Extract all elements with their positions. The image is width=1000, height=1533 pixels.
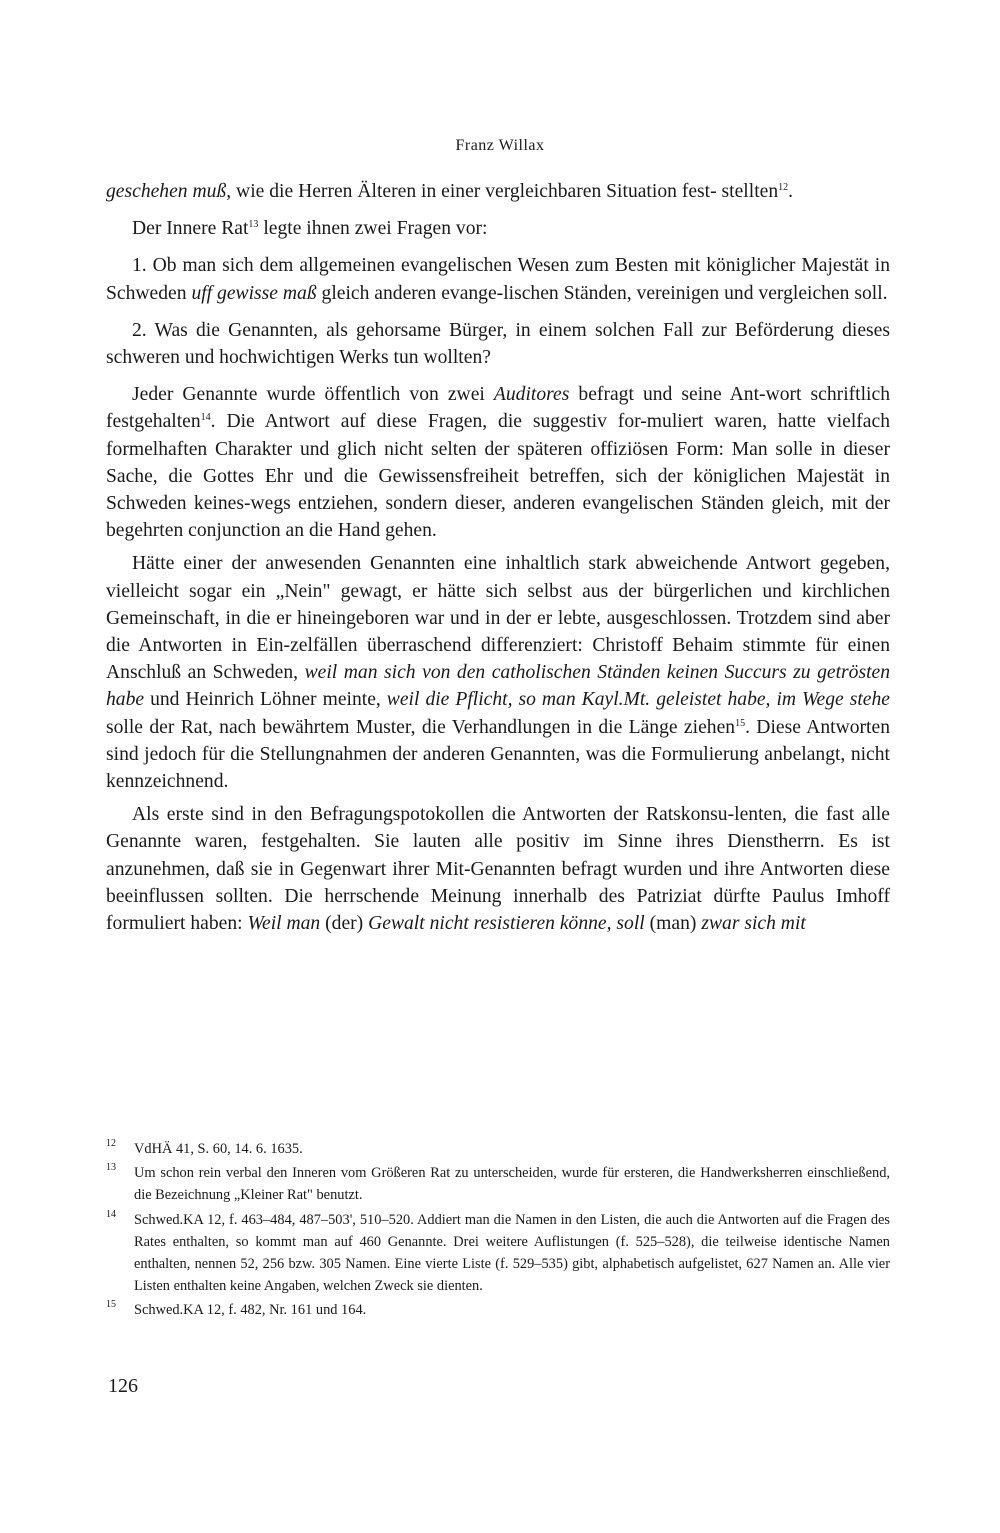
italic-phrase: geschehen muß	[106, 181, 227, 202]
text-span: Jeder Genannte wurde öffentlich von zwei	[132, 384, 494, 406]
text-span: gleich anderen evange-	[316, 282, 504, 304]
text-span: (der)	[320, 913, 369, 935]
body-text	[106, 178, 890, 943]
footnote-15	[106, 1299, 890, 1321]
text-span: muliert waren, hatte vielfach formelhaften Charakter und glich nicht selten der späteren offiziösen Form: Man solle in dieser Sache, die Gottes Ehr und die Gewissensfreiheit betreffen, sich der königlichen Majestät in Schweden keines-	[106, 411, 890, 515]
text-span: . Diese Antworten sind jedoch für die Stellungnahmen der anderen Genannten, was die Formulierung anbelangt, nicht kennzeichnend.	[106, 716, 890, 793]
text-span: , wie die Herren Älteren in einer vergleichbaren Situation fest-	[226, 181, 717, 202]
text-span: und Heinrich Löhner meinte,	[144, 689, 387, 711]
italic-phrase: uff gewisse maß	[191, 282, 317, 304]
text-span: stellten	[721, 181, 779, 202]
text-span: . Die Antwort auf diese Fragen, die suggestiv for-	[210, 411, 647, 433]
footnote-number: 13	[106, 1162, 116, 1174]
text-span: Der Innere Rat	[132, 218, 249, 240]
text-span: wegs entziehen, sondern dieser, anderen evangelischen Ständen gleich, mit der begehrten conjunction an die Hand gehen.	[106, 493, 890, 542]
text-span: 2. Was die Genannten, als gehorsame Bürger, in einem solchen Fall zur Beförderung dieses schweren und hochwichtigen Werks tun wollten?	[106, 319, 890, 369]
text-span: befragt und seine Ant-	[569, 384, 766, 406]
text-span: legte ihnen zwei Fragen vor:	[258, 218, 488, 240]
footnote-text: Schwed.KA 12, f. 482, Nr. 161 und 164.	[134, 1302, 367, 1319]
paragraph-4	[106, 317, 890, 371]
running-head: Franz Willax	[455, 137, 545, 154]
italic-phrase: zwar sich mit	[701, 913, 806, 935]
footnote-ref-14[interactable]: 14	[200, 412, 211, 424]
text-span: Genannten befragt wurden und ihre Antworten diese beeinflussen sollten. Die herrschende Meinung innerhalb des Patriziat dürfte Paulus Imhoff formuliert haben:	[106, 858, 890, 935]
paragraph-6	[106, 550, 890, 795]
italic-phrase: weil die Pflicht, so man Kayl.Mt. geleistet habe, im Wege stehe	[386, 689, 890, 711]
footnote-number: 14	[106, 1208, 116, 1220]
text-span: Als erste sind in den Befragungspotokollen die Antworten der Ratskonsu-	[132, 804, 735, 826]
footnote-13	[106, 1162, 890, 1206]
paragraph-3	[106, 252, 890, 306]
text-span: .	[788, 181, 794, 202]
footnote-number: 12	[106, 1138, 116, 1149]
italic-phrase: Weil man	[247, 913, 321, 935]
paragraph-7	[106, 801, 890, 937]
footnote-ref-13[interactable]: 13	[248, 219, 259, 231]
footnote-number: 15	[106, 1299, 116, 1311]
footnote-text: VdHÄ 41, S. 60, 14. 6. 1635.	[134, 1141, 303, 1157]
footnote-14	[106, 1209, 890, 1298]
italic-phrase: Auditores	[493, 384, 570, 406]
paragraph-2	[106, 215, 890, 242]
text-span: (man)	[644, 913, 702, 935]
text-span: wort schriftlich festgehalten	[106, 384, 890, 433]
footnotes	[106, 1138, 890, 1324]
text-span: solle der Rat, nach bewährtem Muster, die Verhandlungen in die Länge ziehen	[106, 716, 736, 738]
paragraph-1	[106, 178, 890, 205]
text-span: Hätte einer der anwesenden Genannten eine inhaltlich stark abweichende Antwort gegeben, vielleicht sogar ein „Nein" gewagt, er hätte sich selbst aus der bürgerlichen und kirchlichen Gemeinschaft, in die er hineingeboren war und in der er lebte, ausgeschlossen. Trotzdem sind aber die Antworten in Ein-	[106, 553, 890, 657]
footnote-text: Schwed.KA 12, f. 463–484, 487–503', 510–520. Addiert man die Namen in den Listen, die auch die Antworten auf die Fragen des Rates enthalten, so kommt man auf 460 Genannte. Drei weitere Auflistungen (f. 525–528), die teilweise identische Namen enthalten, nennen 52, 256 bzw. 305 Namen. Eine vierte Liste (f. 529–535) gibt, alphabetisch aufgelistet, 627 Namen an. Alle vier Listen enthalten keine Angaben, welchen Zweck sie dienten.	[134, 1211, 890, 1295]
text-span: lenten, die fast alle Genannte waren, festgehalten. Sie lauten alle positiv im Sinne ihres Dienstherrn. Es ist anzunehmen, daß sie in Gegenwart ihrer Mit-	[106, 804, 891, 880]
page-number: 126	[108, 1375, 138, 1397]
footnote-text: Um schon rein verbal den Inneren vom Größeren Rat zu unterscheiden, wurde für ersteren, die Handwerksherren einschließend, die Bezeichnung „Kleiner Rat" benutzt.	[134, 1165, 890, 1204]
footnote-ref-15[interactable]: 15	[735, 717, 746, 729]
paragraph-5	[106, 381, 890, 544]
footnote-ref-12[interactable]: 12	[778, 182, 789, 193]
italic-phrase: Gewalt nicht resistieren könne, soll	[368, 913, 645, 935]
text-span: zelfällen überraschend differenziert: Christoff Behaim stimmte für einen Anschluß an Schweden,	[106, 635, 891, 684]
italic-phrase: weil man sich von den catholischen Ständen keinen Succurs zu getrösten habe	[106, 662, 891, 711]
text-span: lischen Ständen, vereinigen und vergleichen soll.	[503, 282, 888, 304]
text-span: 1. Ob man sich dem allgemeinen evangelischen Wesen zum Besten mit königlicher Majestät in Schweden	[106, 255, 890, 304]
footnote-12	[106, 1138, 890, 1160]
